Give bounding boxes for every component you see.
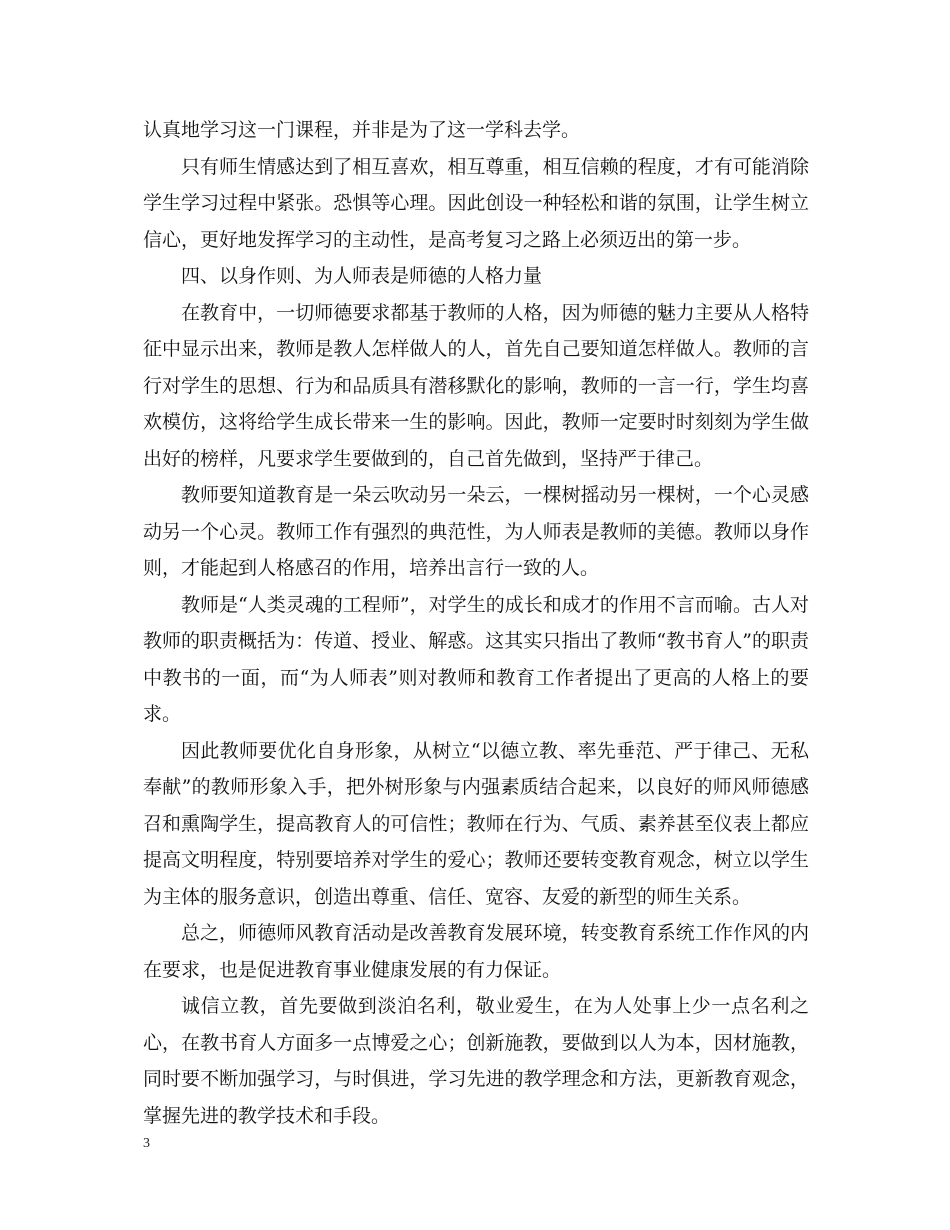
paragraph-teacher-student-emotion: 只有师生情感达到了相互喜欢，相互尊重，相互信赖的程度，才有可能消除学生学习过程中紧张。恐惧等心理。因此创设一种轻松和谐的氛围，让学生树立信心，更好地发挥学习的主动性，是高考复习之路上必须迈出的第一步。 <box>143 155 809 251</box>
paragraph-conclusion: 总之，师德师风教育活动是改善教育发展环境，转变教育系统工作作风的内在要求，也是促进教育事业健康发展的有力保证。 <box>143 922 809 981</box>
section-heading-four: 四、以身作则、为人师表是师德的人格力量 <box>181 265 543 287</box>
paragraph-teacher-image: 因此教师要优化自身形象，从树立“以德立教、率先垂范、严于律己、无私奉献”的教师形象入手，把外树形象与内强素质结合起来，以良好的师风师德感召和熏陶学生，提高教育人的可信性；教师在行为、气质、素养甚至仪表上都应提高文明程度，特别要培养对学生的爱心；教师还要转变教育观念，树立以学生为主体的服务意识，创造出尊重、信任、宽容、友爱的新型的师生关系。 <box>143 739 809 908</box>
paragraph-education-cloud: 教师要知道教育是一朵云吹动另一朵云，一棵树摇动另一棵树，一个心灵感动另一个心灵。教师工作有强烈的典范性，为人师表是教师的美德。教师以身作则，才能起到人格感召的作用，培养出言行一致的人。 <box>143 484 809 579</box>
paragraph-integrity-innovation: 诚信立教，首先要做到淡泊名利，敬业爱生，在为人处事上少一点名利之心，在教书育人方面多一点博爱之心；创新施教，要做到以人为本，因材施教，同时要不断加强学习，与时俱进，学习先进的教学理念和方法，更新教育观念，掌握先进的教学技术和手段。 <box>143 995 809 1127</box>
paragraph-continuation: 认真地学习这一门课程，并非是为了这一学科去学。 <box>143 119 581 141</box>
page-number: 3 <box>143 1136 150 1151</box>
paragraph-teacher-personality: 在教育中，一切师德要求都基于教师的人格，因为师德的魅力主要从人格特征中显示出来，教师是教人怎样做人的人，首先自己要知道怎样做人。教师的言行对学生的思想、行为和品质具有潜移默化的影响，教师的一言一行，学生均喜欢模仿，这将给学生成长带来一生的影响。因此，教师一定要时时刻刻为学生做出好的榜样，凡要求学生要做到的，自己首先做到，坚持严于律己。 <box>143 301 809 470</box>
paragraph-soul-engineer: 教师是“人类灵魂的工程师”，对学生的成长和成才的作用不言而喻。古人对教师的职责概括为：传道、授业、解惑。这其实只指出了教师“教书育人”的职责中教书的一面，而“为人师表”则对教师和教育工作者提出了更高的人格上的要求。 <box>143 593 809 725</box>
document-body <box>143 112 809 1134</box>
